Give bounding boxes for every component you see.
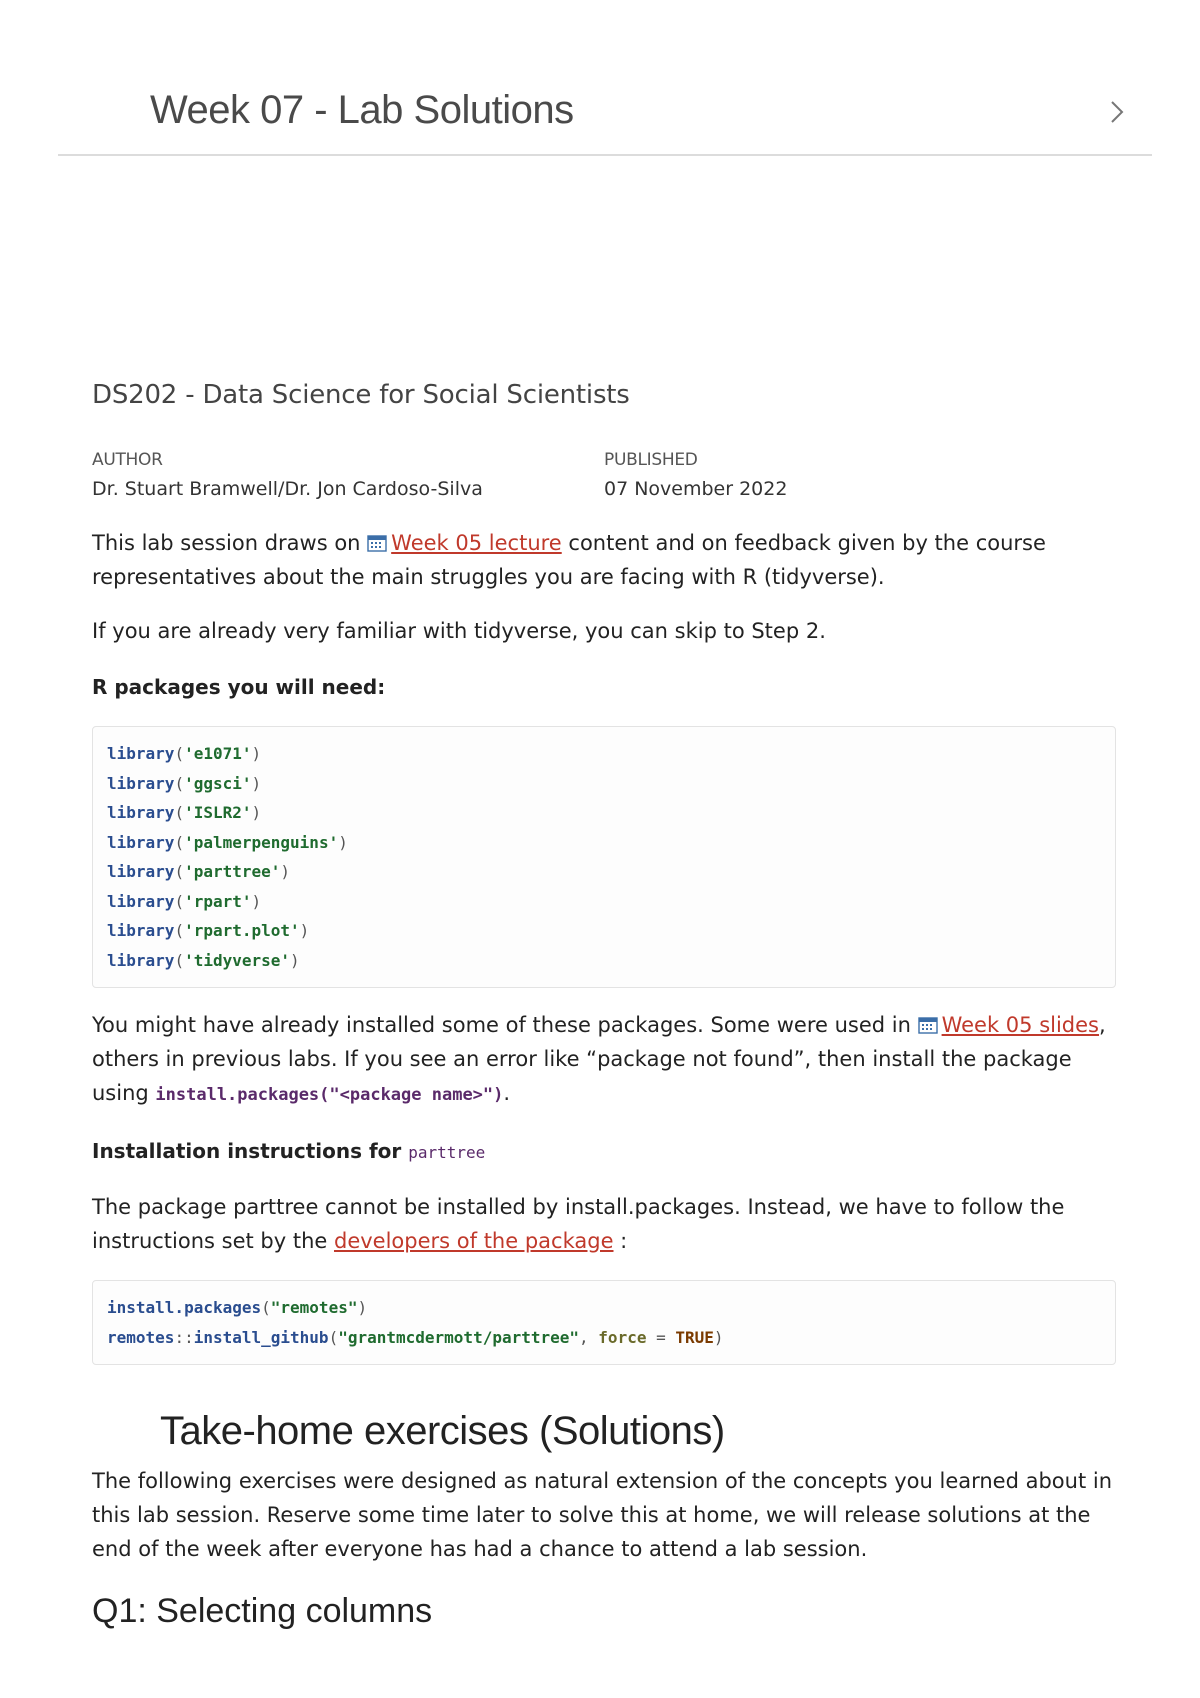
- code-namespace: remotes: [107, 1327, 175, 1347]
- author-block: [92, 450, 604, 500]
- document-subtitle: DS202 - Data Science for Social Scientists: [92, 380, 630, 410]
- code-operator: =: [646, 1327, 676, 1347]
- author-value: Dr. Stuart Bramwell/Dr. Jon Cardoso-Silva: [92, 478, 483, 500]
- code-fn: library: [107, 744, 175, 763]
- code-fn: library: [107, 773, 175, 793]
- code-string: 'palmerpenguins': [184, 832, 339, 852]
- q1-heading: Q1: Selecting columns: [92, 1592, 433, 1630]
- code-fn: install_github: [193, 1327, 329, 1347]
- code-line: library('e1071'): [107, 744, 262, 763]
- code-line: library('ggsci'): [107, 773, 262, 793]
- packages-heading: R packages you will need:: [92, 675, 386, 699]
- code-string: "grantmcdermott/parttree": [338, 1327, 580, 1347]
- code-string: 'parttree': [184, 862, 281, 881]
- developers-link[interactable]: developers of the package: [334, 1229, 614, 1253]
- code-line: library('parttree'): [107, 862, 291, 881]
- parttree-text-end: :: [613, 1229, 628, 1253]
- week05-lecture-link[interactable]: [367, 531, 562, 555]
- code-fn: library: [107, 921, 175, 940]
- code-keyword: force: [598, 1327, 647, 1347]
- code-fn: install.packages: [107, 1298, 262, 1317]
- intro-text-cont: content and on feedback given by the course representatives about the main struggles you are facing with R (tidyverse).: [92, 531, 1046, 589]
- code-string: 'rpart.plot': [184, 921, 300, 940]
- published-value: 07 November 2022: [604, 478, 788, 500]
- parttree-heading: [92, 1134, 1116, 1170]
- calendar-icon: [918, 1016, 938, 1034]
- code-line: install.packages("remotes"): [107, 1298, 368, 1317]
- code-string: 'ggsci': [184, 773, 252, 793]
- top-bar: [58, 70, 1152, 156]
- code-string: "remotes": [270, 1298, 358, 1317]
- parttree-text: The package parttree cannot be installed by install.packages. Instead, we have to follow the instructions set by the: [92, 1195, 1065, 1253]
- install-note-end: .: [503, 1081, 511, 1105]
- code-fn: library: [107, 803, 175, 822]
- code-fn: library: [107, 832, 175, 852]
- code-literal: TRUE: [675, 1327, 714, 1347]
- week05-slides-link[interactable]: [918, 1013, 1099, 1037]
- install-note-paragraph: [92, 1008, 1116, 1112]
- intro-paragraph: [92, 526, 1116, 594]
- code-line: remotes::install_github("grantmcdermott/parttree", force = TRUE): [107, 1327, 724, 1347]
- parttree-paragraph: [92, 1190, 1116, 1258]
- week05-slides-link-text[interactable]: Week 05 slides: [941, 1013, 1100, 1037]
- code-string: 'ISLR2': [184, 803, 252, 822]
- code-string: 'tidyverse': [184, 950, 291, 970]
- author-label: AUTHOR: [92, 450, 163, 470]
- chevron-right-icon[interactable]: [1104, 94, 1130, 130]
- calendar-icon: [367, 534, 387, 552]
- code-operator: ::: [174, 1327, 194, 1347]
- week05-lecture-link-text[interactable]: Week 05 lecture: [391, 531, 562, 555]
- parttree-heading-text: Installation instructions for: [92, 1139, 409, 1163]
- install-note-text-cont: , others in previous labs. If you see an error like “package not found”, then install the package using: [92, 1013, 1106, 1105]
- code-fn: library: [107, 862, 175, 881]
- code-fn: library: [107, 891, 175, 911]
- published-label: PUBLISHED: [604, 450, 698, 470]
- document-meta: [92, 450, 1116, 500]
- exercises-paragraph: The following exercises were designed as natural extension of the concepts you learned about in this lab session. Reserve some time later to solve this at home, we will release solutions at the end of the week after everyone has had a chance to attend a lab session.: [92, 1469, 1113, 1561]
- code-string: 'e1071': [184, 744, 252, 763]
- parttree-code-block[interactable]: [92, 1280, 1116, 1365]
- code-line: library('tidyverse'): [107, 950, 300, 970]
- page-title: Week 07 - Lab Solutions: [150, 88, 574, 132]
- code-fn: library: [107, 950, 175, 970]
- install-packages-inline-code: install.packages("<package name>"): [155, 1085, 504, 1105]
- skip-paragraph: If you are already very familiar with tidyverse, you can skip to Step 2.: [92, 619, 826, 643]
- document-body: [92, 380, 1116, 1631]
- install-note-text: You might have already installed some of these packages. Some were used in: [92, 1013, 918, 1037]
- code-line: library('ISLR2'): [107, 803, 262, 822]
- exercises-heading: Take-home exercises (Solutions): [160, 1409, 725, 1453]
- code-line: library('palmerpenguins'): [107, 832, 348, 852]
- code-line: library('rpart'): [107, 891, 262, 911]
- code-line: library('rpart.plot'): [107, 921, 310, 940]
- packages-code-block[interactable]: [92, 726, 1116, 988]
- published-block: [604, 450, 1116, 500]
- code-string: 'rpart': [184, 891, 252, 911]
- parttree-inline-code: parttree: [408, 1143, 486, 1162]
- intro-text: This lab session draws on: [92, 531, 368, 555]
